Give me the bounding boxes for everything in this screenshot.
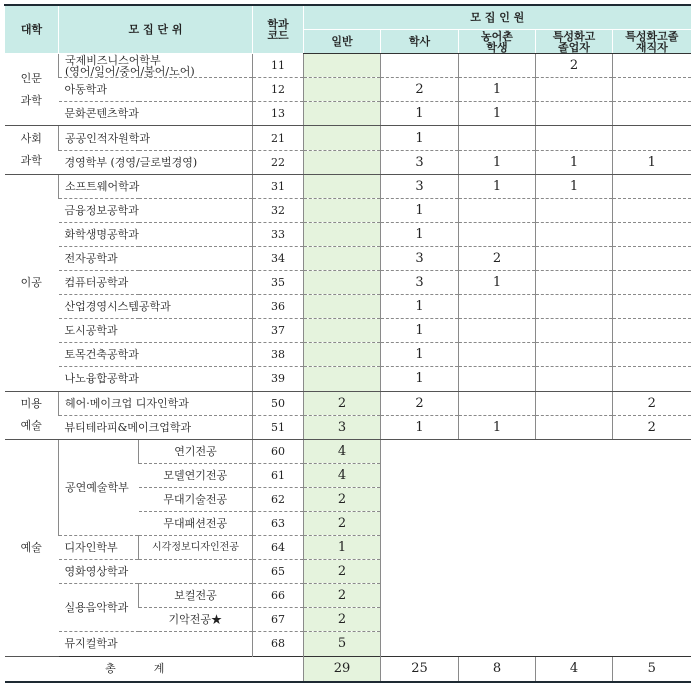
count-vocational-grad [536, 102, 613, 126]
dept-name: 뮤지컬학과 [59, 632, 253, 656]
count-general [304, 174, 381, 198]
count-general: 2 [304, 511, 381, 535]
dept-name: 도시공학과 [59, 319, 253, 343]
count-vocational-employed: 2 [613, 415, 691, 439]
count-vocational-employed [613, 54, 691, 78]
total-label: 총계 [5, 656, 304, 682]
table-row [5, 391, 691, 415]
count-rural [459, 54, 536, 78]
table-row [5, 271, 691, 295]
count-rural: 1 [459, 102, 536, 126]
count-bachelor: 1 [381, 102, 459, 126]
count-vocational-employed [613, 343, 691, 367]
dept-code: 13 [253, 102, 304, 126]
count-bachelor: 1 [381, 198, 459, 222]
count-vocational-employed: 1 [613, 150, 691, 174]
count-bachelor: 3 [381, 150, 459, 174]
univ-beauty-arts: 미용 예술 [5, 391, 59, 439]
major-name: 기악전공★ [139, 608, 253, 632]
total-row [5, 656, 691, 682]
dept-code: 35 [253, 271, 304, 295]
count-general: 4 [304, 463, 381, 487]
total-vocational-grad: 4 [536, 656, 613, 682]
dept-code: 63 [253, 511, 304, 535]
count-vocational-employed [613, 246, 691, 270]
header-vocational-grad: 특성화고 졸업자 [536, 30, 613, 54]
count-rural [459, 391, 536, 415]
dept-code: 60 [253, 439, 304, 463]
count-vocational-grad [536, 295, 613, 319]
univ-engineering: 이공 [5, 174, 59, 391]
count-general [304, 271, 381, 295]
admission-table-container [4, 4, 690, 683]
count-rural [459, 319, 536, 343]
header-vocational-employed: 특성화고졸 재직자 [613, 30, 691, 54]
table-row [5, 367, 691, 391]
table-row [5, 295, 691, 319]
count-general [304, 367, 381, 391]
dept-code: 66 [253, 584, 304, 608]
count-bachelor: 1 [381, 343, 459, 367]
empty-region [381, 439, 691, 656]
dept-name: 헤어·메이크업 디자인학과 [59, 391, 253, 415]
count-bachelor: 1 [381, 415, 459, 439]
dept-code: 51 [253, 415, 304, 439]
count-vocational-grad [536, 319, 613, 343]
dept-code: 50 [253, 391, 304, 415]
univ-arts: 예술 [5, 439, 59, 656]
dept-code: 34 [253, 246, 304, 270]
count-bachelor: 2 [381, 78, 459, 102]
total-general: 29 [304, 656, 381, 682]
count-bachelor: 1 [381, 319, 459, 343]
dept-code: 21 [253, 126, 304, 150]
count-rural [459, 222, 536, 246]
count-general: 2 [304, 608, 381, 632]
count-rural: 1 [459, 78, 536, 102]
dept-code: 61 [253, 463, 304, 487]
count-rural [459, 126, 536, 150]
dept-name: 소프트웨어학과 [59, 174, 253, 198]
major-name: 무대기술전공 [139, 487, 253, 511]
dept-code: 33 [253, 222, 304, 246]
count-vocational-employed [613, 367, 691, 391]
table-row [5, 54, 691, 78]
table-row [5, 174, 691, 198]
total-bachelor: 25 [381, 656, 459, 682]
count-vocational-grad [536, 343, 613, 367]
major-name: 보컬전공 [139, 584, 253, 608]
count-vocational-employed [613, 78, 691, 102]
count-general [304, 222, 381, 246]
header-code: 학과 코드 [253, 5, 304, 54]
dept-name: 화학생명공학과 [59, 222, 253, 246]
dept-code: 22 [253, 150, 304, 174]
table-row [5, 439, 691, 463]
univ-humanities: 인문 과학 [5, 54, 59, 126]
dept-code: 39 [253, 367, 304, 391]
count-vocational-grad [536, 271, 613, 295]
count-general [304, 198, 381, 222]
dept-name: 공연예술학부 [59, 439, 139, 535]
dept-name: 산업경영시스템공학과 [59, 295, 253, 319]
count-vocational-grad: 1 [536, 174, 613, 198]
count-general [304, 102, 381, 126]
total-rural: 8 [459, 656, 536, 682]
header-rural: 농어촌 학생 [459, 30, 536, 54]
count-general [304, 343, 381, 367]
table-row [5, 246, 691, 270]
dept-code: 37 [253, 319, 304, 343]
dept-code: 62 [253, 487, 304, 511]
major-name: 연기전공 [139, 439, 253, 463]
count-bachelor: 1 [381, 367, 459, 391]
count-vocational-employed [613, 174, 691, 198]
count-rural [459, 343, 536, 367]
dept-code: 65 [253, 560, 304, 584]
count-bachelor: 1 [381, 295, 459, 319]
count-vocational-grad [536, 198, 613, 222]
dept-name: 뷰티테라피&메이크업학과 [59, 415, 253, 439]
dept-name: 전자공학과 [59, 246, 253, 270]
count-general [304, 150, 381, 174]
count-vocational-employed [613, 102, 691, 126]
count-bachelor: 3 [381, 246, 459, 270]
count-vocational-grad [536, 78, 613, 102]
dept-name: 나노융합공학과 [59, 367, 253, 391]
count-bachelor: 3 [381, 174, 459, 198]
dept-name: 공공인적자원학과 [59, 126, 253, 150]
header-general: 일반 [304, 30, 381, 54]
table-row [5, 319, 691, 343]
count-rural: 1 [459, 150, 536, 174]
count-vocational-employed [613, 222, 691, 246]
count-vocational-grad: 2 [536, 54, 613, 78]
count-rural: 2 [459, 246, 536, 270]
dept-name: 문화콘텐츠학과 [59, 102, 253, 126]
count-rural: 1 [459, 271, 536, 295]
count-vocational-grad [536, 391, 613, 415]
dept-code: 32 [253, 198, 304, 222]
header-unit: 모 집 단 위 [59, 5, 253, 54]
major-name: 무대패션전공 [139, 511, 253, 535]
count-general [304, 126, 381, 150]
total-vocational-employed: 5 [613, 656, 691, 682]
dept-name: 컴퓨터공학과 [59, 271, 253, 295]
count-vocational-grad: 1 [536, 150, 613, 174]
table-row [5, 102, 691, 126]
table-row [5, 126, 691, 150]
count-vocational-employed: 2 [613, 391, 691, 415]
count-rural [459, 367, 536, 391]
dept-code: 64 [253, 536, 304, 560]
count-vocational-employed [613, 271, 691, 295]
dept-code: 31 [253, 174, 304, 198]
count-bachelor: 1 [381, 126, 459, 150]
table-row [5, 150, 691, 174]
count-vocational-employed [613, 295, 691, 319]
count-general: 2 [304, 560, 381, 584]
dept-code: 67 [253, 608, 304, 632]
header-univ: 대학 [5, 5, 59, 54]
count-vocational-grad [536, 367, 613, 391]
count-general: 2 [304, 584, 381, 608]
univ-social: 사회 과학 [5, 126, 59, 174]
count-general: 4 [304, 439, 381, 463]
count-general: 2 [304, 487, 381, 511]
table-row [5, 198, 691, 222]
count-vocational-employed [613, 198, 691, 222]
major-name: 시각정보디자인전공 [139, 536, 253, 560]
count-general [304, 295, 381, 319]
table-row [5, 78, 691, 102]
count-vocational-grad [536, 222, 613, 246]
dept-code: 12 [253, 78, 304, 102]
table-row [5, 222, 691, 246]
count-general: 5 [304, 632, 381, 656]
dept-name: 경영학부 (경영/글로벌경영) [59, 150, 253, 174]
table-row [5, 343, 691, 367]
count-general: 3 [304, 415, 381, 439]
header-recruit: 모 집 인 원 [304, 5, 691, 30]
count-general [304, 246, 381, 270]
count-rural [459, 198, 536, 222]
count-general [304, 54, 381, 78]
count-bachelor: 3 [381, 271, 459, 295]
dept-name: 국제비즈니스어학부 (영어/일어/중어/불어/노어) [59, 54, 253, 78]
count-vocational-grad [536, 415, 613, 439]
header-bachelor: 학사 [381, 30, 459, 54]
count-vocational-employed [613, 126, 691, 150]
count-general [304, 78, 381, 102]
dept-name: 아동학과 [59, 78, 253, 102]
count-rural [459, 295, 536, 319]
count-vocational-grad [536, 246, 613, 270]
count-rural: 1 [459, 174, 536, 198]
dept-name: 영화영상학과 [59, 560, 253, 584]
dept-name: 디자인학부 [59, 536, 139, 560]
count-general: 1 [304, 536, 381, 560]
dept-name: 금융정보공학과 [59, 198, 253, 222]
dept-name: 실용음악학과 [59, 584, 139, 632]
count-bachelor: 2 [381, 391, 459, 415]
table-row [5, 415, 691, 439]
count-vocational-grad [536, 126, 613, 150]
dept-code: 68 [253, 632, 304, 656]
count-rural: 1 [459, 415, 536, 439]
count-general [304, 319, 381, 343]
dept-code: 38 [253, 343, 304, 367]
count-general: 2 [304, 391, 381, 415]
count-bachelor [381, 54, 459, 78]
dept-code: 11 [253, 54, 304, 78]
admission-quota-table [4, 4, 691, 683]
count-bachelor: 1 [381, 222, 459, 246]
dept-code: 36 [253, 295, 304, 319]
dept-name: 토목건축공학과 [59, 343, 253, 367]
count-vocational-employed [613, 319, 691, 343]
major-name: 모델연기전공 [139, 463, 253, 487]
